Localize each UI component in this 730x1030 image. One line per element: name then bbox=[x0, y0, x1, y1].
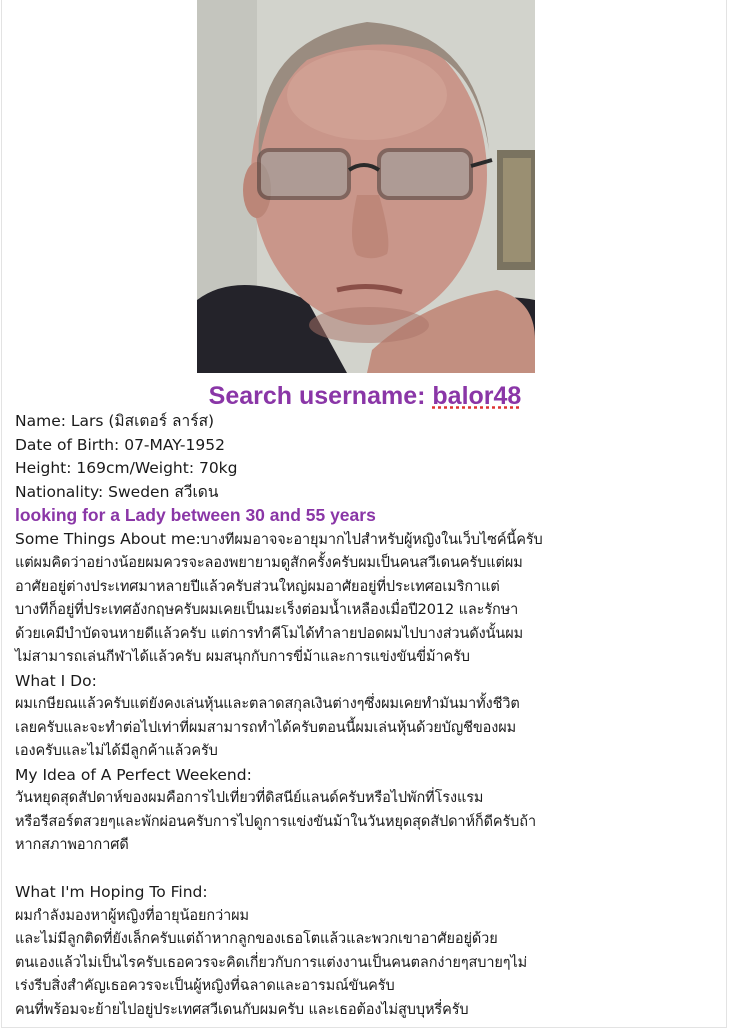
username-link[interactable]: balor48 bbox=[432, 382, 522, 410]
hoping-line: ตนเองแล้วไม่เป็นไรครับเธอควรจะคิดเกี่ยวกับการแต่งงานเป็นคนตลกง่ายๆสบายๆไม่ bbox=[15, 954, 528, 971]
profile-photo bbox=[197, 0, 535, 373]
profile-dob: Date of Birth: 07-MAY-1952 bbox=[15, 435, 225, 454]
weekend-line: หรือรีสอร์ตสวยๆและพักผ่อนครับการไปดูการแข่งขันม้าในวันหยุดสุดสัปดาห์ก็ดีครับถ้า bbox=[15, 813, 537, 830]
search-username-heading bbox=[0, 381, 730, 411]
about-line: ไม่สามารถเล่นกีฬาได้แล้วครับ ผมสนุกกับการขี่ม้าและการแข่งขันขี่ม้าครับ bbox=[15, 649, 470, 665]
profile-nationality: Nationality: Sweden สวีเดน bbox=[15, 482, 219, 501]
weekend-line: วันหยุดสุดสัปดาห์ของผมคือการไปเที่ยวที่ดิสนีย์แลนด์ครับหรือไปพักที่โรงแรม bbox=[15, 790, 484, 806]
what-i-do-line: เลยครับและจะทำต่อไปเท่าที่ผมสามารถทำได้ครับตอนนี้ผมเล่นหุ้นด้วยบัญชีของผม bbox=[15, 719, 517, 736]
blank-line bbox=[15, 858, 720, 882]
hoping-label: What I'm Hoping To Find: bbox=[15, 883, 208, 901]
profile-name: Name: Lars (มิสเตอร์ ลาร์ส) bbox=[15, 412, 215, 430]
hoping-line: เร่งรีบสิ่งสำคัญเธอควรจะเป็นผู้หญิงที่ฉลาดและอารมณ์ขันครับ bbox=[15, 978, 395, 994]
hoping-line: และไม่มีลูกติดที่ยังเล็กครับแต่ถ้าหากลูกของเธอโตแล้วและพวกเขาอาศัยอยู่ด้วย bbox=[15, 931, 498, 947]
about-line: ด้วยเคมีบำบัดจนหายดีแล้วครับ แต่การทำคีโมได้ทำลายปอดผมไปบางส่วนดังนั้นผม bbox=[15, 625, 524, 642]
about-section bbox=[15, 528, 720, 553]
about-line: บางทีก็อยู่ที่ประเทศอังกฤษครับผมเคยเป็นมะเร็งต่อมน้ำเหลืองเมื่อปี2012 และรักษา bbox=[15, 602, 519, 618]
hoping-line: ผมกำลังมองหาผู้หญิงที่อายุน้อยกว่าผม bbox=[15, 907, 250, 924]
hoping-line: คนที่พร้อมจะย้ายไปอยู่ประเทศสวีเดนกับผมครับ และเธอต้องไม่สูบบุหรี่ครับ bbox=[15, 1001, 469, 1018]
about-line: แต่ผมคิดว่าอย่างน้อยผมควรจะลองพยายามดูสักครั้งครับผมเป็นคนสวีเดนครับแต่ผม bbox=[15, 555, 523, 571]
what-i-do-line: เองครับและไม่ได้มีลูกค้าแล้วครับ bbox=[15, 743, 218, 759]
about-line: อาศัยอยู่ต่างประเทศมาหลายปีแล้วครับส่วนใหญ่ผมอาศัยอยู่ที่ประเทศอเมริกาแต่ bbox=[15, 578, 500, 595]
about-line: บางทีผมอาจจะอายุมากไปสำหรับผู้หญิงในเว็บไซค์นี้ครับ bbox=[200, 531, 543, 548]
looking-for: looking for a Lady between 30 and 55 years bbox=[15, 505, 376, 525]
what-i-do-label: What I Do: bbox=[15, 671, 97, 690]
profile-details bbox=[15, 410, 720, 1022]
what-i-do-line: ผมเกษียณแล้วครับแต่ยังคงเล่นหุ้นและตลาดสกุลเงินต่างๆซึ่งผมเคยทำมันมาทั้งชีวิต bbox=[15, 696, 520, 712]
profile-height-weight: Height: 169cm/Weight: 70kg bbox=[15, 459, 238, 477]
about-label: Some Things About me: bbox=[15, 529, 201, 548]
weekend-line: หากสภาพอากาศดี bbox=[15, 837, 129, 853]
search-username-label: Search username: bbox=[208, 382, 433, 410]
weekend-label: My Idea of A Perfect Weekend: bbox=[15, 765, 252, 784]
